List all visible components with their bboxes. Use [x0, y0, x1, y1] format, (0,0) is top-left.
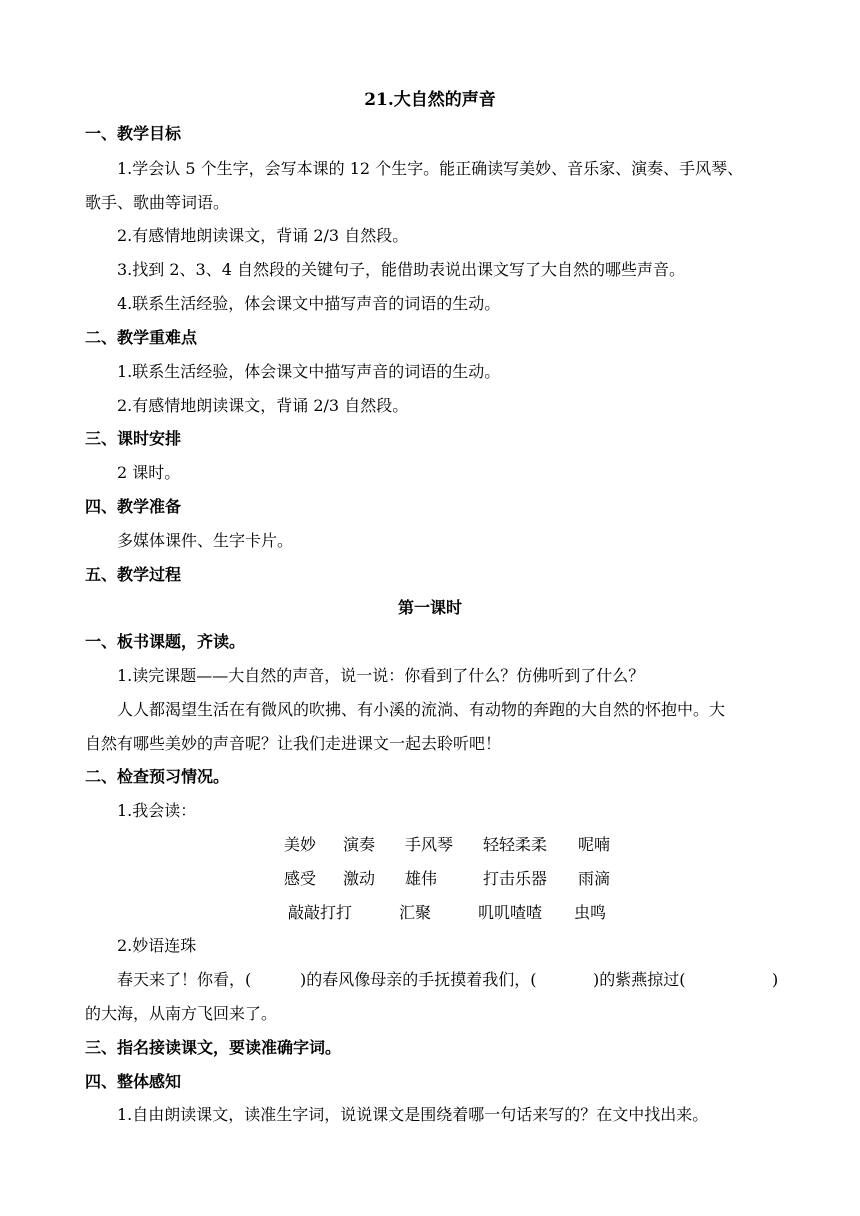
lesson-heading: 第一课时 [397, 598, 462, 617]
idiom-link-label: 2.妙语连珠 [117, 936, 197, 955]
vocab-word: 轻轻柔柔 [483, 835, 548, 854]
fill-text: 春天来了！你看，( [117, 970, 252, 989]
section-heading-key-points: 二、教学重难点 [85, 328, 198, 347]
vocab-word: 手风琴 [405, 835, 454, 854]
fill-text: )的紫燕掠过( [593, 970, 686, 989]
section-heading-process: 五、教学过程 [85, 565, 182, 584]
vocab-row-3 [0, 896, 860, 930]
key-point-2: 2.有感情地朗读课文，背诵 2/3 自然段。 [117, 396, 409, 415]
step-1-question: 1.读完课题——大自然的声音，说一说：你看到了什么？仿佛听到了什么？ [117, 666, 645, 685]
vocab-word: 雄伟 [405, 869, 438, 888]
read-label: 1.我会读： [117, 801, 197, 820]
intro-paragraph-line-1: 人人都渴望生活在有微风的吹拂、有小溪的流淌、有动物的奔跑的大自然的怀抱中。大 [117, 700, 726, 719]
fill-in-line-1 [0, 963, 860, 997]
document-title: 21.大自然的声音 [364, 90, 496, 110]
section-heading-preparation: 四、教学准备 [85, 497, 182, 516]
intro-paragraph-line-2: 自然有哪些美妙的声音呢？让我们走进课文一起去聆听吧！ [85, 734, 502, 753]
goal-2: 2.有感情地朗读课文，背诵 2/3 自然段。 [117, 226, 409, 245]
vocab-word: 雨滴 [578, 869, 611, 888]
step-heading-title-reading: 一、板书课题，齐读。 [85, 632, 246, 651]
step-heading-preview-check: 二、检查预习情况。 [85, 767, 230, 786]
vocab-word: 虫鸣 [574, 903, 607, 922]
fill-text: ) [772, 970, 779, 989]
fill-in-line-2: 的大海，从南方飞回来了。 [85, 1004, 278, 1023]
vocab-row-2 [0, 862, 860, 896]
goal-1-line-1: 1.学会认 5 个生字，会写本课的 12 个生字。能正确读写美妙、音乐家、演奏、手风琴、 [117, 159, 744, 178]
vocab-word: 打击乐器 [483, 869, 548, 888]
vocab-word: 美妙 [284, 835, 317, 854]
preparation-text: 多媒体课件、生字卡片。 [117, 531, 294, 550]
goal-3: 3.找到 2、3、4 自然段的关键句子，能借助表说出课文写了大自然的哪些声音。 [117, 260, 685, 279]
step-heading-overview: 四、整体感知 [85, 1072, 182, 1091]
schedule-text: 2 课时。 [117, 463, 181, 482]
vocab-row-1 [0, 828, 860, 862]
vocab-word: 敲敲打打 [288, 903, 353, 922]
vocab-word: 叽叽喳喳 [478, 903, 543, 922]
goal-4: 4.联系生活经验，体会课文中描写声音的词语的生动。 [117, 294, 501, 313]
section-heading-schedule: 三、课时安排 [85, 429, 182, 448]
vocab-word: 呢喃 [578, 835, 611, 854]
key-point-1: 1.联系生活经验，体会课文中描写声音的词语的生动。 [117, 362, 501, 381]
section-heading-goals: 一、教学目标 [85, 124, 182, 143]
vocab-word: 演奏 [343, 835, 376, 854]
vocab-word: 激动 [343, 869, 376, 888]
overview-question-1: 1.自由朗读课文，读准生字词，说说课文是围绕着哪一句话来写的？在文中找出来。 [117, 1105, 709, 1124]
vocab-word: 感受 [284, 869, 317, 888]
fill-text: )的春风像母亲的手抚摸着我们，( [300, 970, 537, 989]
step-heading-read-aloud: 三、指名接读课文，要读准确字词。 [85, 1038, 342, 1057]
goal-1-line-2: 歌手、歌曲等词语。 [85, 193, 230, 212]
vocab-word: 汇聚 [399, 903, 432, 922]
